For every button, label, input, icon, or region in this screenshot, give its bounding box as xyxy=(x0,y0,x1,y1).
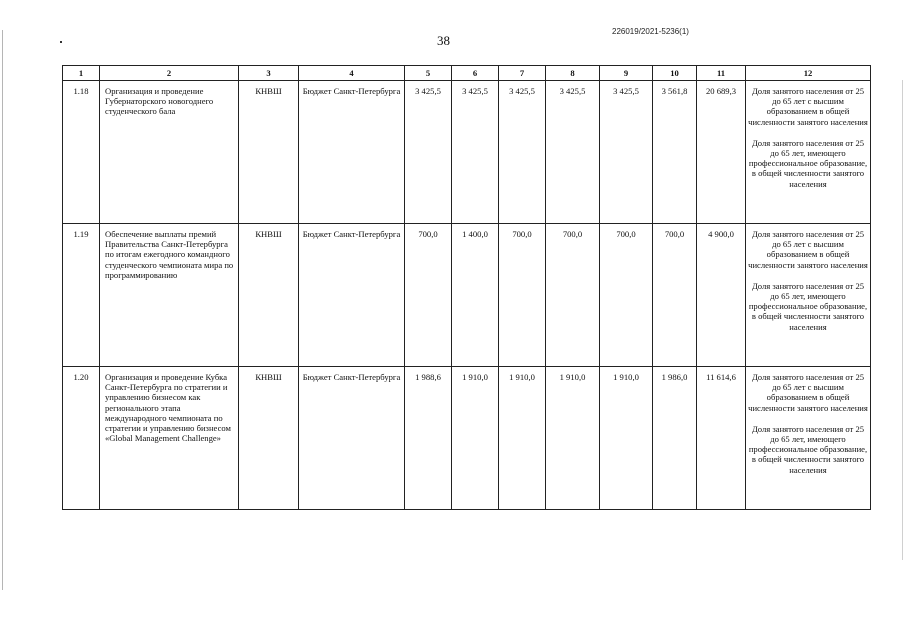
funding-source: Бюджет Санкт-Петербурга xyxy=(299,224,405,367)
value-cell: 1 400,0 xyxy=(452,224,499,367)
table-row xyxy=(63,81,871,224)
column-header: 1 xyxy=(63,66,100,81)
page-number: 38 xyxy=(437,33,450,48)
indicators-cell xyxy=(746,224,871,367)
column-header: 10 xyxy=(653,66,697,81)
column-header: 2 xyxy=(100,66,239,81)
value-cell: 3 425,5 xyxy=(499,81,546,224)
value-cell: 1 986,0 xyxy=(653,367,697,510)
value-cell: 700,0 xyxy=(499,224,546,367)
indicators-cell xyxy=(746,81,871,224)
scan-speck xyxy=(60,41,62,43)
value-cell: 1 910,0 xyxy=(600,367,653,510)
program-table xyxy=(62,65,871,510)
column-number-row xyxy=(63,66,871,81)
indicator-text: Доля занятого населения от 25 до 65 лет с высшим образованием в общей численности занятого населения xyxy=(748,372,868,413)
total-cell: 20 689,3 xyxy=(697,81,746,224)
indicator-text: Доля занятого населения от 25 до 65 лет, имеющего профессиональное образование, в общей численности занятого населения xyxy=(748,280,868,332)
column-header: 8 xyxy=(546,66,600,81)
value-cell: 3 425,5 xyxy=(452,81,499,224)
indicator-text: Доля занятого населения от 25 до 65 лет с высшим образованием в общей численности занятого населения xyxy=(748,229,868,270)
item-number: 1.19 xyxy=(63,224,100,367)
column-header: 6 xyxy=(452,66,499,81)
column-header: 12 xyxy=(746,66,871,81)
indicators-cell xyxy=(746,367,871,510)
value-cell: 700,0 xyxy=(600,224,653,367)
document-id: 226019/2021-5236(1) xyxy=(612,27,689,36)
value-cell: 1 988,6 xyxy=(405,367,452,510)
column-header: 5 xyxy=(405,66,452,81)
value-cell: 3 561,8 xyxy=(653,81,697,224)
indicator-text: Доля занятого населения от 25 до 65 лет, имеющего профессиональное образование, в общей численности занятого населения xyxy=(748,423,868,475)
value-cell: 1 910,0 xyxy=(499,367,546,510)
executor: КНВШ xyxy=(239,367,299,510)
total-cell: 11 614,6 xyxy=(697,367,746,510)
value-cell: 1 910,0 xyxy=(452,367,499,510)
value-cell: 1 910,0 xyxy=(546,367,600,510)
funding-source: Бюджет Санкт-Петербурга xyxy=(299,81,405,224)
value-cell: 3 425,5 xyxy=(600,81,653,224)
item-name: Организация и проведение Губернаторского новогоднего студенческого бала xyxy=(100,81,239,224)
value-cell: 700,0 xyxy=(405,224,452,367)
executor: КНВШ xyxy=(239,81,299,224)
value-cell: 3 425,5 xyxy=(546,81,600,224)
column-header: 3 xyxy=(239,66,299,81)
column-header: 7 xyxy=(499,66,546,81)
item-name: Обеспечение выплаты премий Правительства Санкт-Петербурга по итогам ежегодного командного студенческого чемпионата мира по программированию xyxy=(100,224,239,367)
item-number: 1.18 xyxy=(63,81,100,224)
column-header: 11 xyxy=(697,66,746,81)
value-cell: 700,0 xyxy=(653,224,697,367)
scan-edge-mark xyxy=(2,30,3,590)
table-row xyxy=(63,367,871,510)
column-header: 4 xyxy=(299,66,405,81)
table-row xyxy=(63,224,871,367)
item-name: Организация и проведение Кубка Санкт-Петербурга по стратегии и управлению бизнесом как регионального этапа международного чемпионата по стратегии и управлению бизнесом «Global Management Challenge» xyxy=(100,367,239,510)
item-number: 1.20 xyxy=(63,367,100,510)
executor: КНВШ xyxy=(239,224,299,367)
value-cell: 3 425,5 xyxy=(405,81,452,224)
total-cell: 4 900,0 xyxy=(697,224,746,367)
funding-source: Бюджет Санкт-Петербурга xyxy=(299,367,405,510)
column-header: 9 xyxy=(600,66,653,81)
indicator-text: Доля занятого населения от 25 до 65 лет, имеющего профессиональное образование, в общей численности занятого населения xyxy=(748,137,868,189)
value-cell: 700,0 xyxy=(546,224,600,367)
indicator-text: Доля занятого населения от 25 до 65 лет с высшим образованием в общей численности занятого населения xyxy=(748,86,868,127)
scan-edge-mark xyxy=(902,80,903,560)
